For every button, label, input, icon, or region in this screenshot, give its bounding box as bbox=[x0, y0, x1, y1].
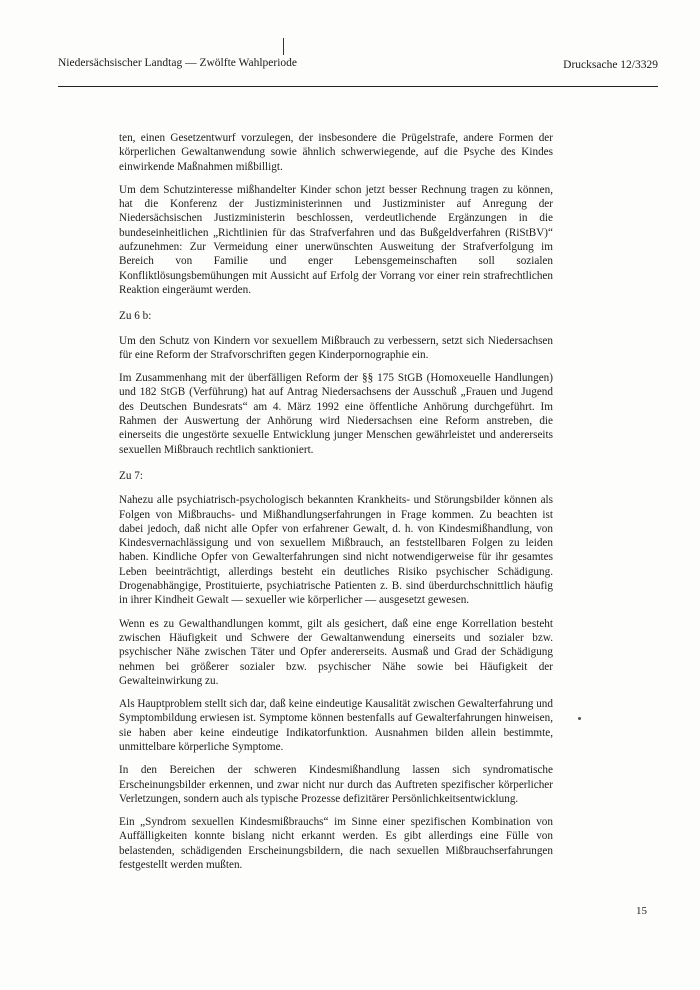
section-heading: Zu 7: bbox=[119, 469, 143, 482]
paragraph: Um dem Schutzinteresse mißhandelter Kinder schon jetzt besser Rechnung tragen zu können, hat die Konferenz der Justizministerinnen und Justizminister auf Anregung der Niedersächsischen Justizministerin beschlossen, verdeutlichende Ergänzungen in die bundeseinheitlichen „Richtlinien für das Strafverfahren und das Bußgeldverfahren (RiStBV)“ aufzunehmen: Zur Vermeidung einer unerwünschten Ausweitung der Strafverfolgung im Bereich von Familie und enger Lebensgemeinschaften soll sozialen Konfliktlösungsbemühungen mit Aussicht auf Erfolg der Vorrang vor einer rein strafrechtlichen Reaktion eingeräumt werden. bbox=[119, 183, 553, 296]
header-tick-mark bbox=[283, 38, 284, 55]
page-number: 15 bbox=[636, 905, 647, 917]
header-parliament-title: Niedersächsischer Landtag — Zwölfte Wahlperiode bbox=[58, 57, 297, 69]
paragraph: ten, einen Gesetzentwurf vorzulegen, der insbesondere die Prügelstrafe, andere Formen der körperlichen Gewaltanwendung sowie ähnlich schwerwiegende, auf die Psyche des Kindes einwirkende Maßnahmen mißbilligt. bbox=[119, 132, 553, 173]
paragraph: Als Hauptproblem stellt sich dar, daß keine eindeutige Kausalität zwischen Gewalterfahrung und Symptombildung erwiesen ist. Symptome können bestenfalls auf Gewalterfahrungen hinweisen, sie haben aber keine eindeutige Indikatorfunktion. Ausnahmen bilden allein bestimmte, unmittelbare körperliche Symptome. bbox=[119, 698, 553, 753]
paragraph: Nahezu alle psychiatrisch-psychologisch bekannten Krankheits- und Störungsbilder können als Folgen von Mißbrauchs- und Mißhandlungserfahrungen in Frage kommen. Zu beachten ist dabei jedoch, daß nicht alle Opfer von erfahrener Gewalt, d. h. von Kindesmißhandlung, von Kindesvernachlässigung und von sexuellem Mißbrauch, an feststellbaren Folgen zu leiden haben. Kindliche Opfer von Gewalterfahrungen sind nicht notwendigerweise für ihr gesamtes Leben beeinträchtigt, allerdings besteht ein deutliches Risiko psychischer Schädigung. Drogenabhängige, Prostituierte, psychiatrische Patienten z. B. sind überdurchschnittlich häufig in ihrer Kindheit Gewalt — sexueller wie körperlicher — ausgesetzt gewesen. bbox=[119, 494, 553, 607]
section-heading: Zu 6 b: bbox=[119, 310, 152, 323]
scan-speck bbox=[578, 717, 581, 720]
paragraph: Im Zusammenhang mit der überfälligen Reform der §§ 175 StGB (Homoxeuelle Handlungen) und 182 StGB (Verführung) hat auf Antrag Niedersachsens der Ausschuß „Frauen und Jugend des Deutschen Bundesrats“ am 4. März 1992 eine öffentliche Anhörung durchgeführt. Im Rahmen der Auswertung der Anhörung wird Niedersachsen eine Reform anstreben, die einerseits die ungestörte sexuelle Entwicklung junger Menschen gewährleistet und andererseits sexuellen Mißbrauch rechtlich sanktioniert. bbox=[119, 372, 553, 456]
header-rule bbox=[58, 86, 658, 87]
paragraph: In den Bereichen der schweren Kindesmißhandlung lassen sich syndromatische Erscheinungsbilder erkennen, und zwar nicht nur durch das Auftreten spezifischer körperlicher Verletzungen, sondern auch als typische Prozesse defizitärer Persönlichkeitsentwicklung. bbox=[119, 764, 553, 805]
page-header bbox=[58, 57, 658, 75]
header-document-number: Drucksache 12/3329 bbox=[563, 59, 658, 71]
paragraph: Ein „Syndrom sexuellen Kindesmißbrauchs“ im Sinne einer spezifischen Kombination von Auffälligkeiten konnte bislang nicht erkannt werden. Es gibt allerdings eine Fülle von belastenden, schädigenden Erscheinungsbildern, die nach sexuellen Mißbrauchserfahrungen festgestellt werden mußten. bbox=[119, 816, 553, 872]
paragraph: Um den Schutz von Kindern vor sexuellem Mißbrauch zu verbessern, setzt sich Niedersachsen für eine Reform der Strafvorschriften gegen Kinderpornographie ein. bbox=[119, 334, 553, 361]
paragraph: Wenn es zu Gewalthandlungen kommt, gilt als gesichert, daß eine enge Korrellation besteht zwischen Häufigkeit und Schwere der Gewaltanwendung einerseits und sozialer bzw. psychischer Nähe zwischen Täter und Opfer andererseits. Ausmaß und Grad der Schädigung nehmen bei größerer sozialer bzw. psychischer Nähe sowie bei Häufigkeit der Gewalteinwirkung zu. bbox=[119, 617, 553, 687]
document-body bbox=[119, 131, 553, 881]
